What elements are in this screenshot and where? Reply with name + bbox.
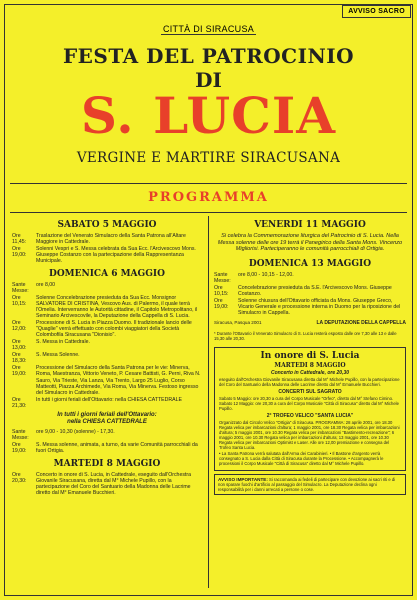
schedule-row [214, 298, 406, 317]
schedule-time: Ore 12,00: [12, 320, 27, 333]
schedule-row [214, 285, 406, 297]
schedule-time: Ore 13,00: [12, 339, 27, 352]
schedule-text: Processione di S. Lucia in Piazza Duomo. Il tradizionale lancio delle "Quaglie" verrà effettuato con colombi viaggiatori della Società Colombofila Siracusana "Dionisio". [36, 320, 192, 339]
schedule-text: S. Messa solenne, animata, a turno, da varie Comunità parrocchiali da fuori Ortigia. [36, 442, 198, 455]
schedule-row [12, 233, 202, 245]
domenica-list [12, 282, 202, 410]
schedule-time: Ore 19,00: [12, 365, 27, 378]
schedule-row [12, 320, 202, 339]
right-column [214, 216, 406, 495]
title-saint: S. LUCIA [80, 86, 337, 145]
venerdi-header: VENERDI 11 MAGGIO [254, 220, 366, 230]
schedule-time: Sante Messe: [12, 281, 29, 294]
schedule-row [12, 397, 202, 409]
schedule-row [12, 472, 202, 497]
schedule-row [12, 365, 202, 396]
schedule-text: Processione del Simulacro della Santa Patrona per le vie: Minerva, Roma, Maestranza, Vittorio Veneto, P. Cesare Battisti, G. Perni, Riva N. Sauro, Via Trieste, Via Lanza, Via Trento, Largo 25 Luglio, Corso Matteotti, Piazza Archimede, Via Roma, Via Minerva. Festoso ingresso del Simulacro in Cattedrale. [36, 365, 201, 397]
feriali-line1: In tutti i giorni feriali dell'Ottavario: [57, 412, 157, 419]
schedule-row [214, 272, 406, 284]
schedule-time: Ore 10,15: [214, 284, 229, 297]
schedule-text: In tutti i giorni feriali dell'Ottavario: nella CHIESA CATTEDRALE [36, 396, 182, 403]
schedule-text: Concerto in onore di S. Lucia, in Cattedrale, eseguito dall'Orchestra Giovanile Siracusana, diretta dal M° Michele Pupillo, con la partecipazione del Coro del Santuario della Madonna delle Lacrime diretto dal M° Emanuele Bucchieri. [36, 471, 191, 497]
schedule-time: Sante Messe: [214, 271, 231, 284]
schedule-time: Ore 18,30: [12, 352, 27, 365]
schedule-time: Ore 20,30: [12, 471, 27, 484]
onore-martedi: MARTEDI 8 MAGGIO [274, 361, 346, 369]
concerti-sagrato-heading: CONCERTI SUL SAGRATO [278, 388, 342, 395]
venerdi-text: Si celebra la Commemorazione liturgica del Patrocinio di S. Lucia. Nella Messa solenne delle ore 19 terrà il Panegirico della Santa Mons. Vincenzo Migliorisi. Parteciperanno le comunità parrocchiali di Ortigia. [217, 233, 403, 253]
title-line2: DI [195, 68, 222, 92]
schedule-text: Solenne chiusura dell'Ottavario officiata da Mons. Giuseppe Greco, Vicario Generale e processione interna in Duomo per la riposizione del Simulacro in Cappella. [238, 297, 401, 317]
trofeo-text: Organizzato dal Circolo Velico "Ortigia" di Siracusa. PROGRAMMA: 28 aprile 2001, ore 18.30 Regata velica per imbarcazioni d'altura; 1 maggio 2001, ore 18.30 Regata velica per imbarcazioni d'altura; 5 maggio 2001, ore 10.30 Regata velica per imbarcazioni "Bastimento-recreazione"; 6 maggio 2001, ore 10.30 Regata velica per imbarcazioni d'altura; 13 maggio 2001, ore 10.30 Regata velica per imbarcazioni Optimist e Laser. Alle ore 12,00 premiazione e consegna del Trofeo Santa Lucia. [219, 420, 400, 451]
schedule-row [12, 429, 202, 441]
schedule-row [12, 442, 202, 454]
schedule-text: Traslazione del Venerato Simulacro della Santa Patrona all'Altare Maggiore in Cattedrale. [36, 233, 186, 246]
domenica13-list [214, 272, 406, 317]
domenica13-header: DOMENICA 13 MAGGIO [248, 258, 372, 269]
column-divider [208, 216, 209, 588]
divider-bottom [10, 212, 407, 213]
sabato-list [12, 233, 202, 265]
title-line1: FESTA DEL PATROCINIO [62, 44, 355, 68]
onore-extra-text: • La Santa Patrona verrà salutata dall'Arma dei Carabinieri. • Il Bastone d'argento verrà consegnato a S. Lucia dalla Città di Siracusa durante la Processione. • Accompagnerà le processioni il Corpo Musicale "Città di Siracusa" diretto dal M° Michele Pupillo. [219, 451, 384, 467]
signature-name: LA DEPUTAZIONE DELLA CAPPELLA [316, 320, 406, 327]
schedule-row [12, 339, 202, 351]
schedule-row [12, 352, 202, 364]
schedule-time: Ore 10,15: [12, 294, 27, 307]
concerti-sagrato-text: Sabato 5 Maggio: ore 20,30 a cura del Corpo Musicale "Orfeo", diretto dal M° Stefano Cimino. Sabato 12 Maggio: ore 20,30 a cura del Corpo Musicale "Città di Siracusa" diretto dal M° Michele Pupillo. [219, 396, 399, 411]
programma-heading: PROGRAMMA [148, 190, 269, 205]
divider-top [10, 183, 407, 184]
schedule-text: ore 8,00 [36, 281, 56, 288]
city-heading [0, 24, 417, 34]
feriali-line2: nella CHIESA CATTEDRALE [67, 419, 147, 426]
onore-title: In onore di S. Lucia [260, 350, 360, 361]
signature-row [214, 320, 406, 326]
title-subtitle: VERGINE E MARTIRE SIRACUSANA [76, 150, 341, 166]
schedule-text: ore 8,00 - 10,15 - 12,00. [238, 271, 294, 278]
feriali-heading [12, 412, 202, 426]
avviso-box [214, 474, 406, 495]
trofeo-heading: 2° TROFEO VELICO "SANTA LUCIA" [266, 413, 354, 419]
feriali-list [12, 429, 202, 454]
avviso-text: Si raccomanda ai fedeli di partecipare con devozione ai sacri riti e di non sparare fuochi d'artificio al passaggio del Simulacro. La Deputazione declina ogni responsabilità per i danni arrecati a persone o cose. [218, 477, 396, 493]
onore-box [214, 347, 406, 472]
onore-concerto: Concerto in Cattedrale, ore 20,30 [270, 369, 350, 376]
schedule-row [12, 295, 202, 320]
schedule-time: Ore 21,30: [12, 396, 27, 410]
schedule-text: S. Messa in Cattedrale. [36, 339, 90, 346]
schedule-row [12, 282, 202, 294]
schedule-text: S. Messa Solenne. [36, 352, 80, 359]
esposizione-note: * Durante l'Ottavario il Venerato Simulacro di S. Lucia resterà esposto dalle ore 7,30 alle 13 e dalle 15,30 alle 20,30. [214, 330, 397, 341]
schedule-text: Concelebrazione presieduta da S.E. l'Arcivescovo Mons. Giuseppe Costanzo. [238, 284, 392, 297]
sabato-header: SABATO 5 MAGGIO [57, 220, 157, 230]
schedule-text: ore 9,00 - 10,30 (solenne) - 17,30. [36, 429, 115, 436]
schedule-time: Ore 19,00: [214, 297, 229, 310]
schedule-time: Ore 19,00: [12, 246, 27, 259]
martedi-list [12, 472, 202, 497]
schedule-row [12, 246, 202, 265]
left-column [12, 216, 202, 497]
city-name: CITTÀ DI SIRACUSA [162, 24, 255, 34]
martedi-header: MARTEDI 8 MAGGIO [53, 458, 161, 469]
domenica-header: DOMENICA 6 MAGGIO [49, 268, 165, 279]
signature-place: Siracusa, Pasqua 2001 [214, 320, 262, 326]
schedule-time: Ore 11,45: [12, 233, 27, 246]
schedule-time: Ore 19,00: [12, 442, 27, 455]
schedule-text: Solenni Vespri e S. Messa celebrata da Sua Ecc. l'Arcivescovo Mons. Giuseppe Costanzo con la partecipazione della Rappresentanza Municipale. [36, 246, 196, 265]
onore-concerto-text: eseguito dall'Orchestra Giovanile Siracusana diretta dal M° Michele Pupillo, con la partecipazione del Coro del Santuario della Madonna delle Lacrime diretto dal M° Emanuele Bucchieri. [219, 376, 400, 387]
avviso-sacro-badge: AVVISO SACRO [342, 5, 411, 18]
schedule-time: Sante Messe: [12, 429, 29, 442]
avviso-title: AVVISO IMPORTANTE: [218, 477, 268, 483]
schedule-text: Solenne Concelebrazione presieduta da Sua Ecc. Monsignor SALVATORE DI CRISTINA, Vescovo Aus. di Palermo, il quale terrà l'Omelia. Interverranno le Autorità cittadine, il Capitolo Metropolitano, il Seminario Arcivescovile, la Deputazione della Cappella di S. Lucia. [36, 294, 198, 320]
